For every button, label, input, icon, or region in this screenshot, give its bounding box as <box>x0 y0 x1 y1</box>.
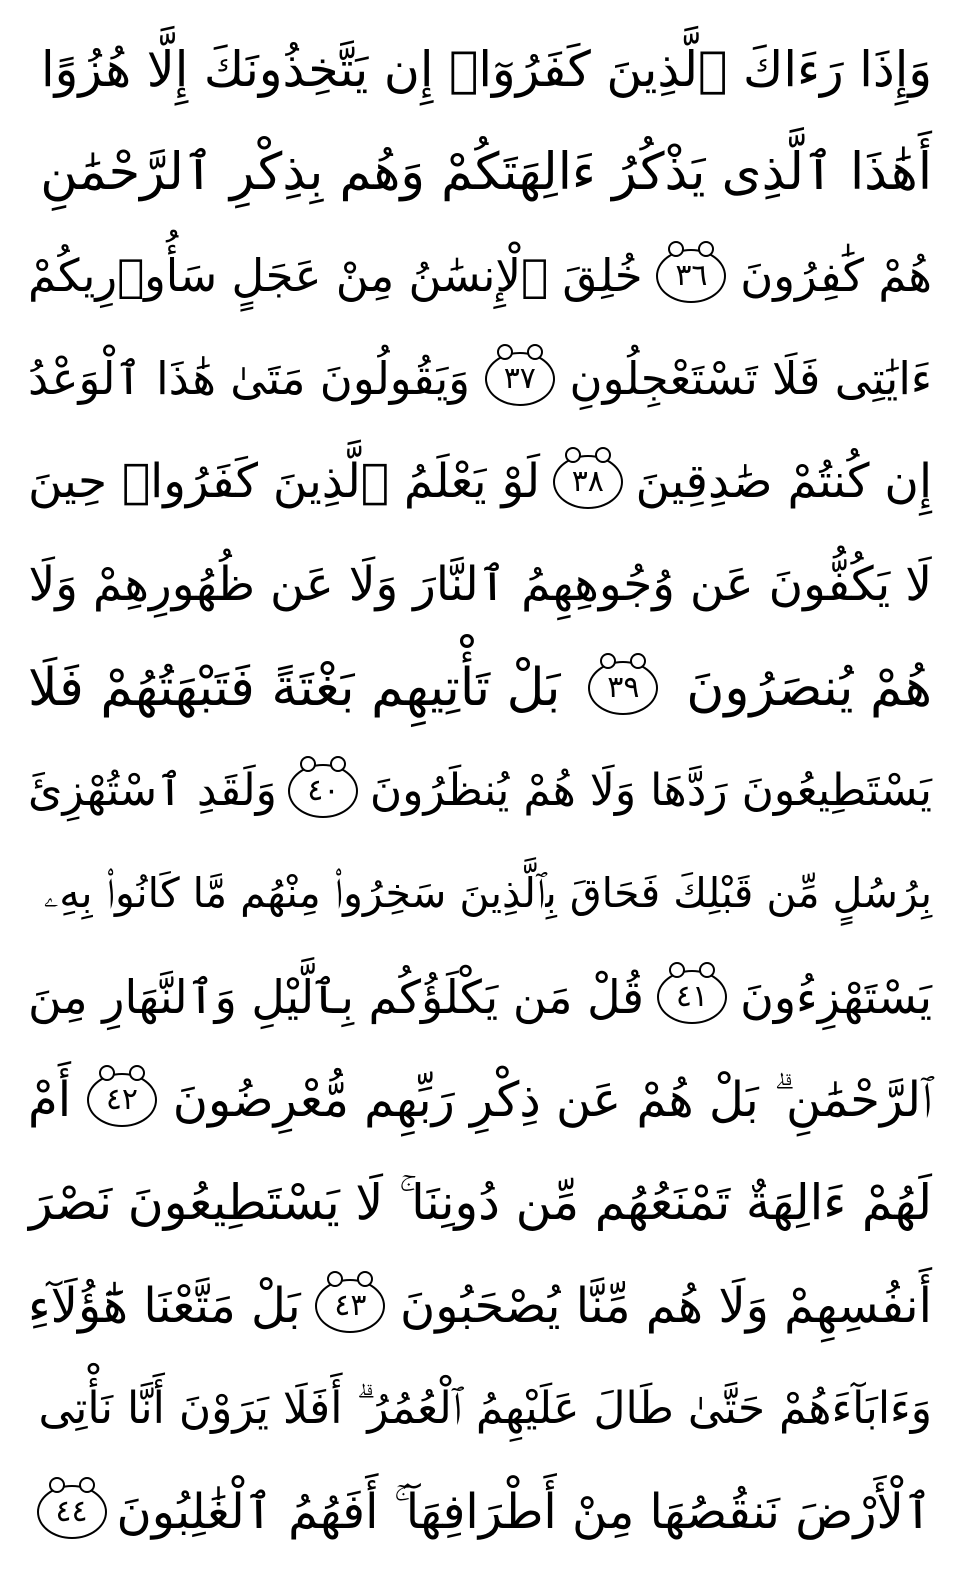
verse-line <box>28 533 932 636</box>
verse-line <box>28 121 932 224</box>
ayah-number: ٤٢ <box>105 1081 139 1117</box>
ayah-number: ٤٠ <box>307 772 340 808</box>
ayah-number-marker <box>288 764 358 818</box>
verse-line <box>28 1254 932 1357</box>
verse-line <box>28 739 932 842</box>
verse-text: هُمْ كَٰفِرُونَ <box>740 249 932 302</box>
verse-text: بَلْ مَتَّعْنَا هَٰٓؤُلَآءِ <box>28 1277 301 1334</box>
verse-text: بِرُسُلٍ مِّن قَبْلِكَ فَحَاقَ بِٱلَّذِينَ سَخِرُوا۟ مِنْهُم مَّا كَانُوا۟ بِهِۦ <box>43 869 932 917</box>
verse-text: أَنفُسِهِمْ وَلَا هُم مِّنَّا يُصْحَبُونَ <box>399 1277 932 1334</box>
verse-line <box>28 1357 932 1460</box>
ayah-number-marker <box>87 1073 157 1127</box>
verse-text: أَمْ <box>28 1071 72 1128</box>
ayah-number-marker <box>37 1485 107 1539</box>
ayah-number-marker <box>588 661 658 715</box>
verse-line <box>28 945 932 1048</box>
verse-line <box>28 1048 932 1151</box>
verse-text: يَسْتَهْزِءُونَ <box>740 969 932 1024</box>
verse-text: ءَايَٰتِى فَلَا تَسْتَعْجِلُونِ <box>569 352 932 405</box>
verse-line <box>28 1151 932 1254</box>
ayah-number: ٤١ <box>675 978 709 1014</box>
verse-text: خُلِقَ ٱلْإِنسَٰنُ مِنْ عَجَلٍ سَأُو۟رِيكُمْ <box>28 249 643 302</box>
verse-text: لَا يَكُفُّونَ عَن وُجُوهِهِمُ ٱلنَّارَ وَلَا عَن ظُهُورِهِمْ وَلَا <box>28 557 932 612</box>
ayah-number: ٣٦ <box>675 257 708 293</box>
ayah-number: ٣٧ <box>503 360 536 396</box>
verse-text: وَءَابَآءَهُمْ حَتَّىٰ طَالَ عَلَيْهِمُ ٱلْعُمُرُ ۗ أَفَلَا يَرَوْنَ أَنَّا نَأْتِى <box>38 1382 932 1434</box>
verse-text: إِن كُنتُمْ صَٰدِقِينَ <box>635 454 932 509</box>
verse-text: ٱلرَّحْمَٰنِ ۗ بَلْ هُمْ عَن ذِكْرِ رَبِّهِم مُّعْرِضُونَ <box>172 1071 932 1128</box>
verse-text: وَلَقَدِ ٱسْتُهْزِئَ <box>28 764 277 816</box>
ayah-number-marker <box>315 1279 385 1333</box>
verse-line <box>28 636 932 739</box>
verse-line <box>28 842 932 945</box>
ayah-number: ٤٣ <box>334 1287 367 1323</box>
verse-text: لَوْ يَعْلَمُ ٱلَّذِينَ كَفَرُوا۟ حِينَ <box>28 454 541 509</box>
verse-text: أَهَٰذَا ٱلَّذِى يَذْكُرُ ءَالِهَتَكُمْ وَهُم بِذِكْرِ ٱلرَّحْمَٰنِ <box>40 143 932 202</box>
ayah-number-marker <box>485 352 555 406</box>
ayah-number-marker <box>656 249 726 303</box>
ayah-number: ٤٤ <box>55 1493 88 1529</box>
verse-line <box>28 1460 932 1563</box>
verse-line <box>28 18 932 121</box>
ayah-number-marker <box>657 970 727 1024</box>
verse-text: ٱلْأَرْضَ نَنقُصُهَا مِنْ أَطْرَافِهَآ ۚ أَفَهُمُ ٱلْغَٰلِبُونَ <box>116 1483 932 1540</box>
verse-text: لَهُمْ ءَالِهَةٌ تَمْنَعُهُم مِّن دُونِنَا ۚ لَا يَسْتَطِيعُونَ نَصْرَ <box>29 1174 932 1231</box>
verse-line <box>28 327 932 430</box>
verse-text: يَسْتَطِيعُونَ رَدَّهَا وَلَا هُمْ يُنظَرُونَ <box>369 764 932 816</box>
verse-text: وَيَقُولُونَ مَتَىٰ هَٰذَا ٱلْوَعْدُ <box>28 352 471 405</box>
ayah-number: ٣٨ <box>571 463 604 499</box>
verse-text: قُلْ مَن يَكْلَؤُكُم بِٱلَّيْلِ وَٱلنَّهَارِ مِنَ <box>28 969 644 1024</box>
ayah-number: ٣٩ <box>607 669 640 705</box>
verse-text: وَإِذَا رَءَاكَ ٱلَّذِينَ كَفَرُوٓا۟ إِن يَتَّخِذُونَكَ إِلَّا هُزُوًا <box>41 41 932 98</box>
verse-text: بَلْ تَأْتِيهِم بَغْتَةً فَتَبْهَتُهُمْ فَلَا <box>28 657 561 718</box>
verse-line <box>28 224 932 327</box>
ayah-number-marker <box>553 455 623 509</box>
verse-text: هُمْ يُنصَرُونَ <box>686 657 932 718</box>
verse-line <box>28 430 932 533</box>
